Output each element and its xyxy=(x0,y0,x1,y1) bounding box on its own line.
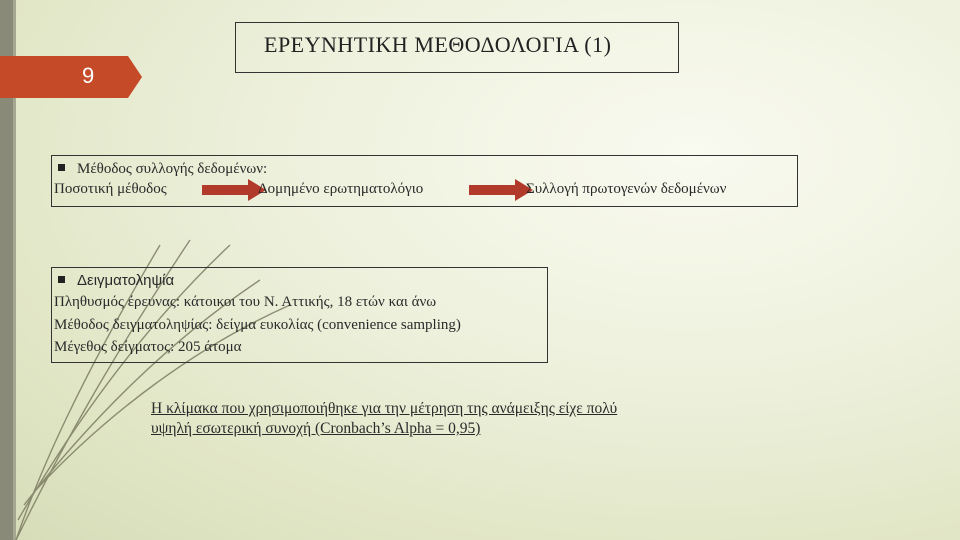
method-step-3: Συλλογή πρωτογενών δεδομένων xyxy=(526,181,727,197)
sampling-box xyxy=(51,267,548,363)
reliability-note: Η κλίμακα που χρησιμοποιήθηκε για την μέτρηση της ανάμειξης είχε πολύ υψηλή εσωτερική συνοχή (Cronbach’s Alpha = 0,95) xyxy=(151,400,618,437)
sample-size-text: Μέγεθος δείγματος: 205 άτομα xyxy=(54,339,242,355)
slide-number-badge xyxy=(0,56,128,98)
right-arrow-icon xyxy=(202,179,266,201)
method-heading-line xyxy=(58,161,267,178)
right-arrow-icon xyxy=(469,179,533,201)
method-step-2: Δομημένο ερωτηματολόγιο xyxy=(258,181,424,197)
method-heading: Μέθοδος συλλογής δεδομένων: xyxy=(77,161,268,177)
data-collection-box xyxy=(51,155,798,207)
population-text: Πληθυσμός έρευνας: κάτοικοι του Ν. Αττικής, 18 ετών και άνω xyxy=(54,294,437,310)
method-step-1: Ποσοτική μέθοδος xyxy=(54,181,167,197)
sampling-method-text: Μέθοδος δειγματοληψίας: δείγμα ευκολίας (convenience sampling) xyxy=(54,317,461,333)
square-bullet-icon xyxy=(58,276,65,283)
square-bullet-icon xyxy=(58,164,65,171)
sampling-heading: Δειγματοληψία xyxy=(77,272,175,289)
sampling-heading-line xyxy=(58,272,174,289)
title-box xyxy=(235,22,679,73)
slide-title: ΕΡΕΥΝΗΤΙΚΗ ΜΕΘΟΔΟΛΟΓΙΑ (1) xyxy=(264,32,612,57)
slide-number: 9 xyxy=(82,63,95,88)
